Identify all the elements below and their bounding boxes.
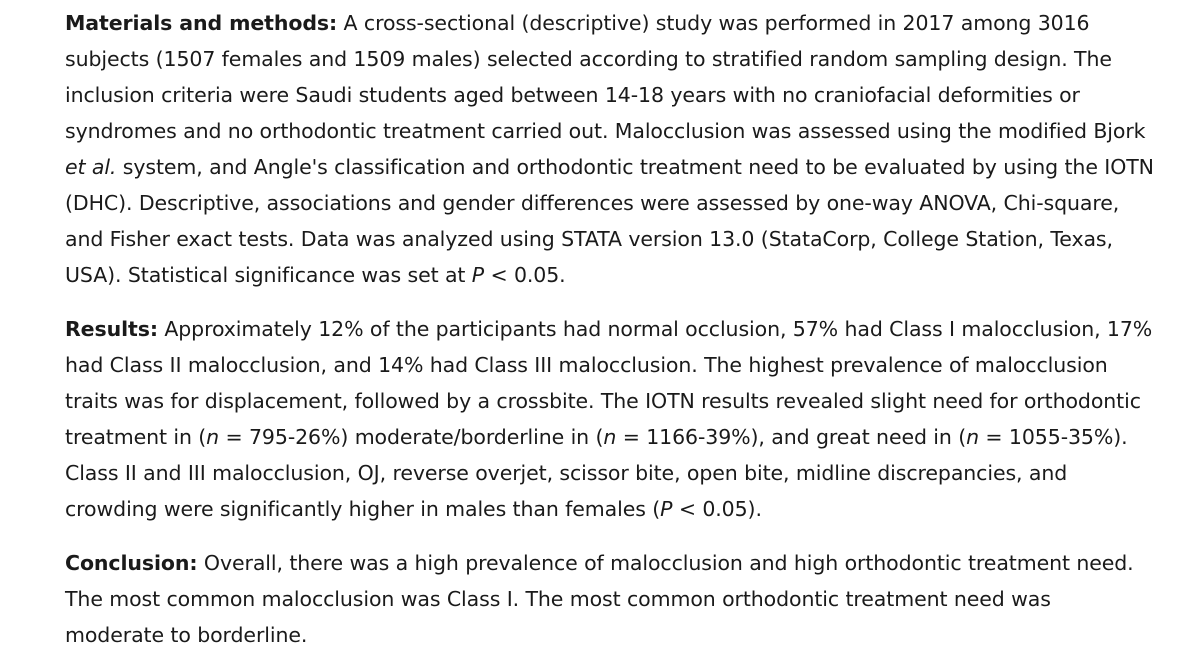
methods-paragraph <box>65 5 1155 293</box>
results-heading: Results: <box>65 317 158 341</box>
methods-p-symbol: P <box>471 263 485 287</box>
abstract-text <box>65 5 1155 671</box>
methods-text-3: < 0.05. <box>484 263 566 287</box>
conclusion-paragraph <box>65 545 1155 653</box>
results-text-3: = 1166-39%), and great need in ( <box>616 425 967 449</box>
conclusion-text: Overall, there was a high prevalence of malocclusion and high orthodontic treatment need. The most common malocclusion was Class I. The most common orthodontic treatment need was moderate to borderline. <box>65 551 1134 647</box>
results-n-symbol-1: n <box>206 425 220 449</box>
conclusion-heading: Conclusion: <box>65 551 198 575</box>
methods-text-2: system, and Angle's classification and orthodontic treatment need to be evaluated by using the IOTN (DHC). Descriptive, associations and gender differences were assessed by one-way ANOVA, Chi-square, and Fisher exact tests. Data was analyzed using STATA version 13.0 (StataCorp, College Station, Texas, USA). Statistical significance was set at <box>65 155 1154 287</box>
results-text-1: Approximately 12% of the participants had normal occlusion, 57% had Class I malocclusion, 17% had Class II malocclusion, and 14% had Class III malocclusion. The highest prevalence of malocclusion traits was for displacement, followed by a crossbite. The IOTN results revealed slight need for orthodontic treatment in ( <box>65 317 1153 449</box>
results-text-5: < 0.05). <box>672 497 762 521</box>
methods-heading: Materials and methods: <box>65 11 338 35</box>
results-n-symbol-3: n <box>966 425 980 449</box>
results-n-symbol-2: n <box>603 425 617 449</box>
methods-et-al: et al. <box>65 155 117 179</box>
results-text-4: = 1055-35%). Class II and III malocclusion, OJ, reverse overjet, scissor bite, open bite, midline discrepancies, and crowding were significantly higher in males than females ( <box>65 425 1128 521</box>
results-paragraph <box>65 311 1155 527</box>
results-text-2: = 795-26%) moderate/borderline in ( <box>219 425 604 449</box>
methods-text-1: A cross-sectional (descriptive) study was performed in 2017 among 3016 subjects (1507 females and 1509 males) selected according to stratified random sampling design. The inclusion criteria were Saudi students aged between 14-18 years with no craniofacial deformities or syndromes and no orthodontic treatment carried out. Malocclusion was assessed using the modified Bjork <box>65 11 1146 143</box>
results-p-symbol: P <box>660 497 673 521</box>
